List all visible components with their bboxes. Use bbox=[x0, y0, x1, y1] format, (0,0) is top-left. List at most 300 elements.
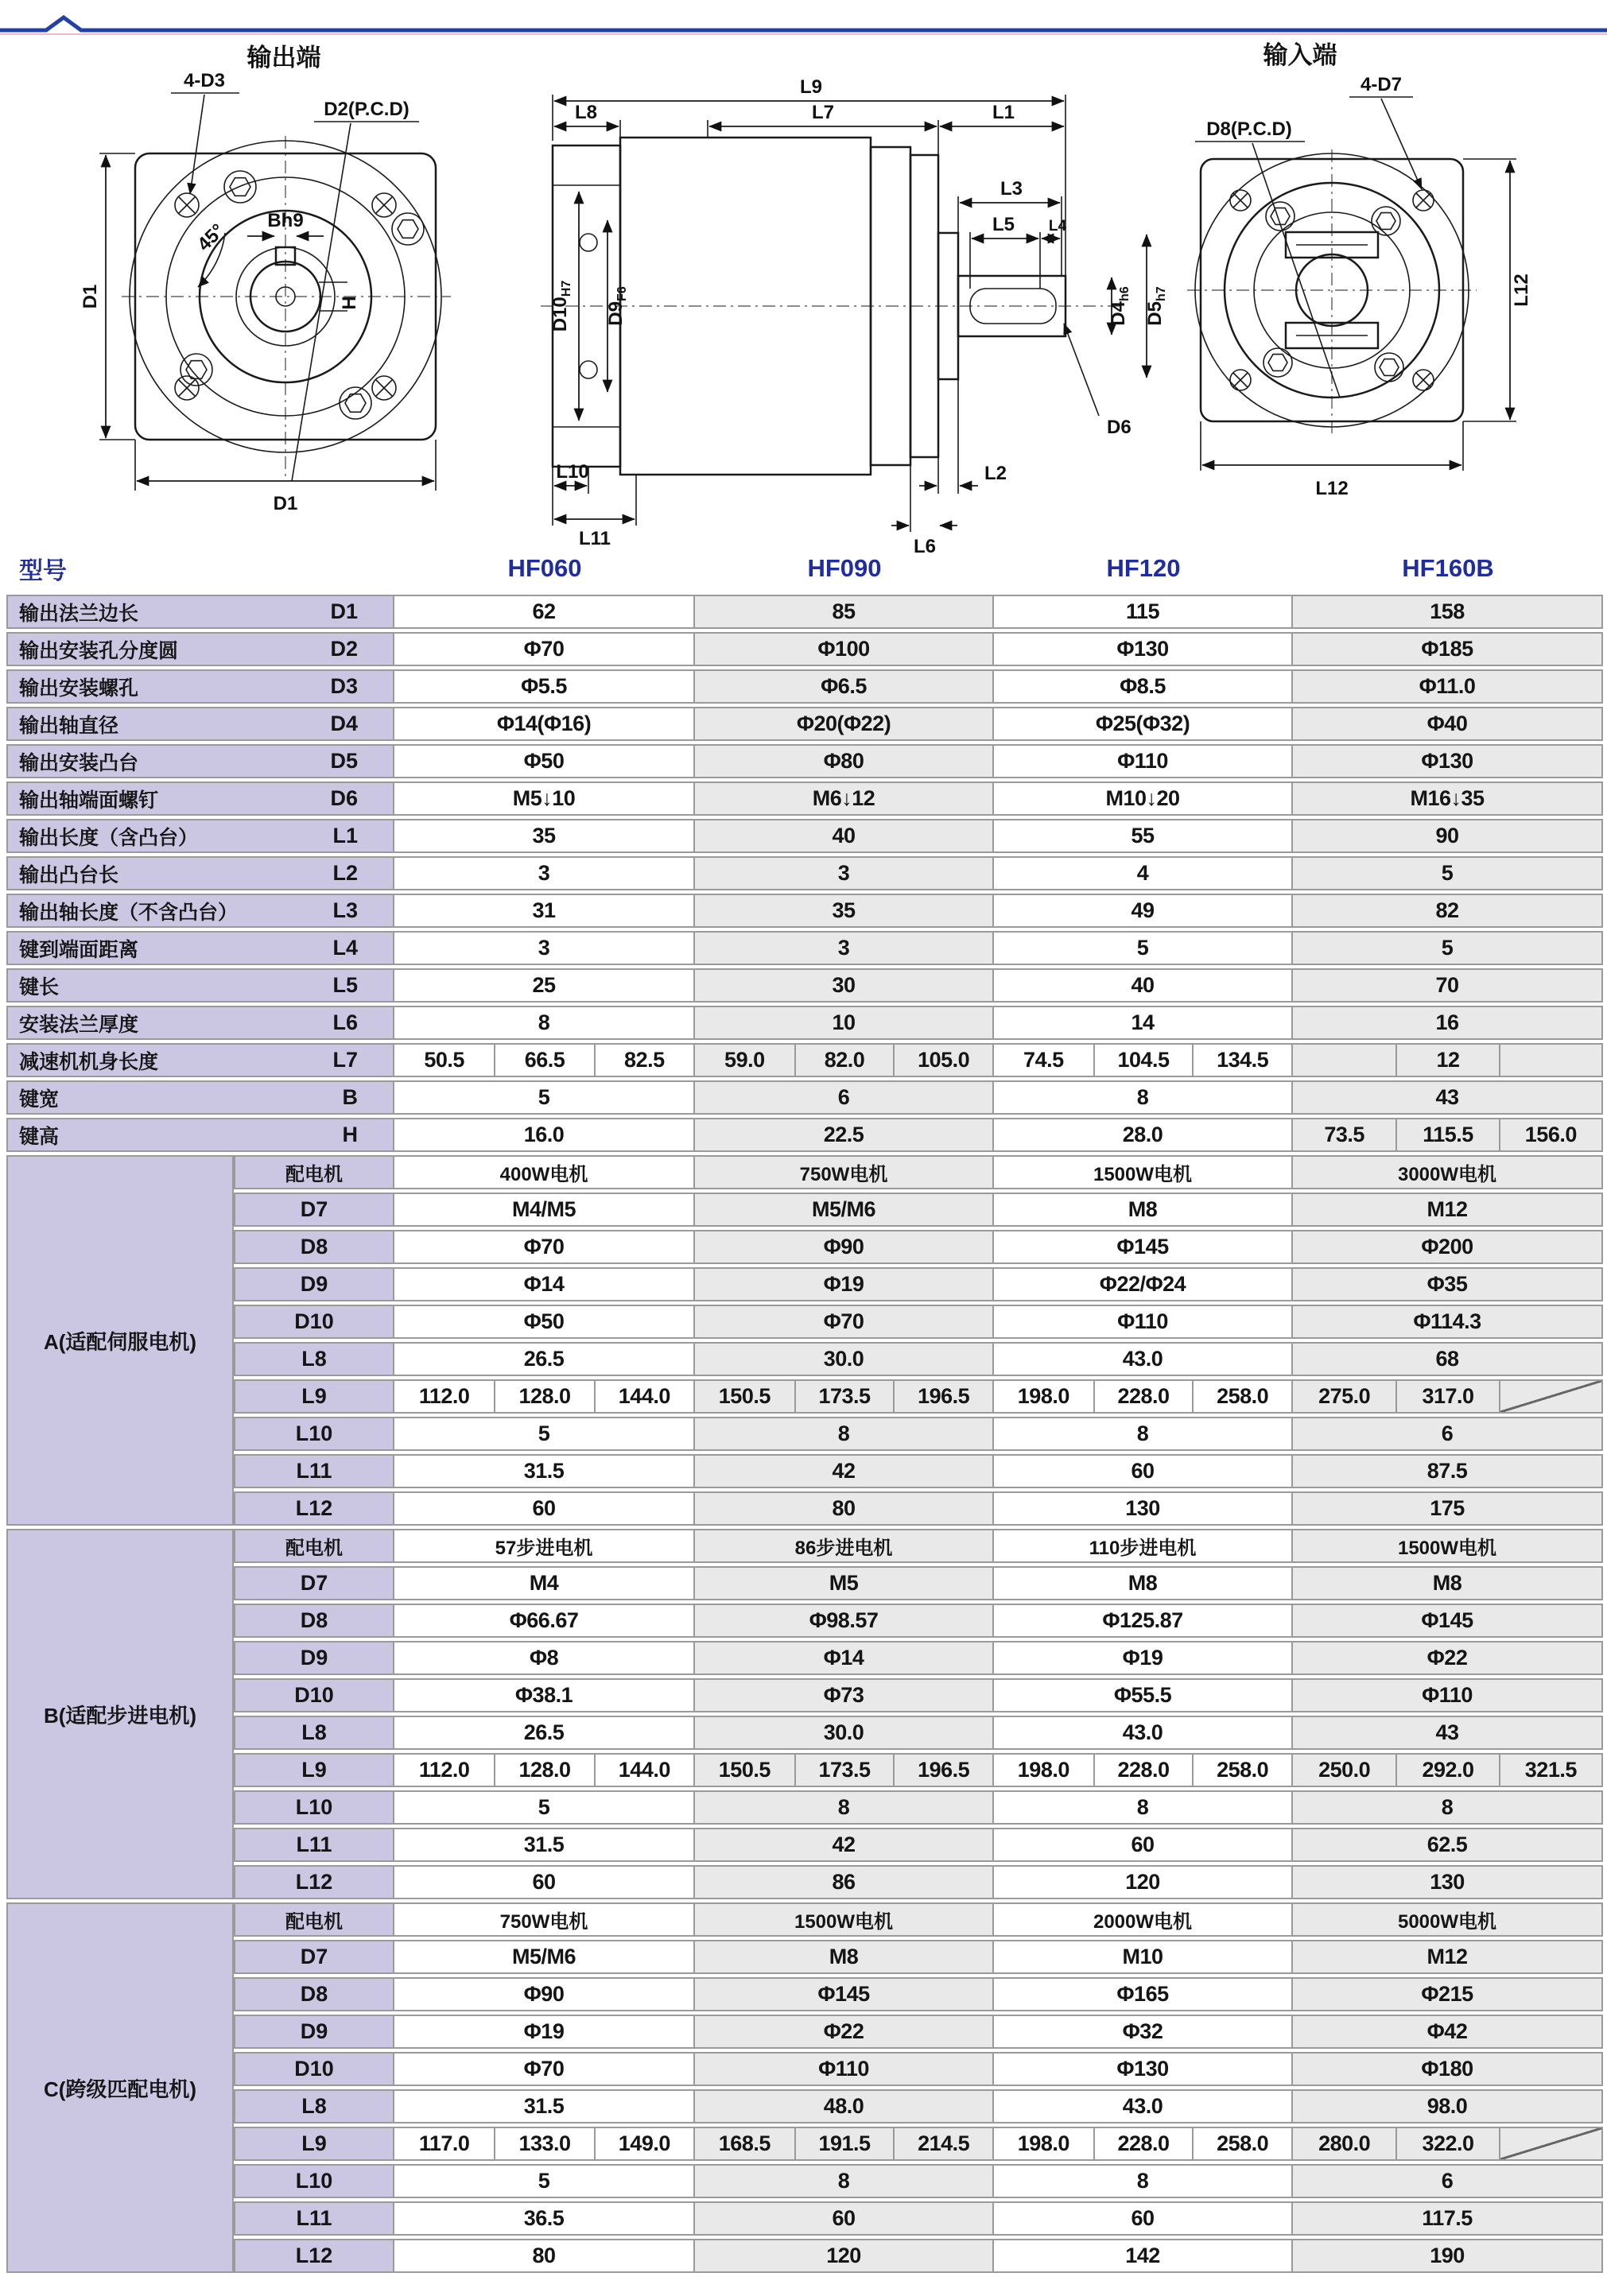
row-D5 bbox=[6, 744, 1603, 778]
cell-L9-HF120 bbox=[994, 1379, 1293, 1414]
row-D3 bbox=[6, 669, 1603, 704]
row-code: D3 bbox=[330, 674, 358, 698]
cell-L7-HF060 bbox=[394, 1043, 695, 1077]
l11-label: L11 bbox=[578, 528, 611, 549]
label-cell-L3 bbox=[6, 894, 394, 928]
key-height-label: H bbox=[339, 296, 360, 310]
value-text: 275.0 bbox=[1318, 1384, 1371, 1408]
code-cell-A-D9: D9 bbox=[234, 1267, 394, 1301]
cell-B-HF060: 5 bbox=[394, 1080, 695, 1115]
cell-L8-HF160B: 98.0 bbox=[1293, 2089, 1603, 2123]
row-C-L12 bbox=[234, 2239, 1603, 2273]
subcell-L9-HF060-1 bbox=[394, 1381, 494, 1412]
side-view-drawing bbox=[509, 44, 1173, 559]
subcell-L9-HF120-3 bbox=[1192, 2128, 1291, 2159]
section-C bbox=[6, 1902, 1603, 2273]
cell-D7-HF060: M4 bbox=[394, 1566, 695, 1600]
subcell-L9-HF090-1 bbox=[695, 1755, 794, 1786]
cell-L10-HF060: 5 bbox=[394, 2164, 695, 2198]
cell-L9-HF060 bbox=[394, 2127, 695, 2161]
cell-D7-HF090: M5/M6 bbox=[695, 1193, 994, 1227]
subcell-L9-HF160B-2 bbox=[1395, 1381, 1498, 1412]
value-text: 144.0 bbox=[618, 1758, 670, 1782]
row-C-配电机 bbox=[234, 1902, 1603, 1937]
label-cell-L1 bbox=[6, 819, 394, 853]
value-text: 228.0 bbox=[1117, 1384, 1170, 1408]
row-label: 输出安装凸台 bbox=[19, 751, 139, 774]
subcell-L9-HF090-3 bbox=[893, 2128, 992, 2159]
row-A-D8 bbox=[234, 1230, 1603, 1264]
cell-D7-HF090: M8 bbox=[695, 1940, 994, 1974]
l2-label: L2 bbox=[984, 463, 1007, 484]
cell-D2-HF090: Φ100 bbox=[695, 632, 994, 666]
value-text: 133.0 bbox=[518, 2131, 571, 2155]
cell-D5-HF120: Φ110 bbox=[994, 744, 1293, 778]
cell-L8-HF090: 30.0 bbox=[695, 1716, 994, 1750]
cell-D7-HF060: M4/M5 bbox=[394, 1193, 695, 1227]
row-code: L1 bbox=[332, 824, 358, 847]
row-A-D9 bbox=[234, 1267, 1603, 1301]
cell-L5-HF160B: 70 bbox=[1293, 968, 1603, 1003]
l1-label: L1 bbox=[992, 102, 1015, 123]
cell-L6-HF120: 14 bbox=[994, 1006, 1293, 1040]
cell-D6-HF160B: M16↓35 bbox=[1293, 781, 1603, 816]
code-cell-B-D9: D9 bbox=[234, 1641, 394, 1675]
row-label: 键长 bbox=[19, 975, 60, 999]
d10-label: $D10_{H7}$ bbox=[549, 280, 573, 332]
cell-L12-HF120: 120 bbox=[994, 1865, 1293, 1899]
label-cell-L6 bbox=[6, 1006, 394, 1040]
subcell-L9-HF060-2 bbox=[494, 2128, 593, 2159]
cell-D9-HF160B: Φ35 bbox=[1293, 1267, 1603, 1301]
code-cell-C-D9: D9 bbox=[234, 2015, 394, 2049]
table-header-row bbox=[6, 549, 1603, 588]
value-text: 156.0 bbox=[1524, 1123, 1577, 1146]
value-text: 168.5 bbox=[718, 2131, 771, 2155]
cell-D10-HF160B: Φ110 bbox=[1293, 1678, 1603, 1712]
l8-label: L8 bbox=[574, 102, 598, 123]
code-cell-B-D8: D8 bbox=[234, 1604, 394, 1638]
cell-L2-HF060: 3 bbox=[394, 856, 695, 890]
cell-L12-HF090: 86 bbox=[695, 1865, 994, 1899]
code-cell-A-L12: L12 bbox=[234, 1491, 394, 1526]
code-cell-C-L9: L9 bbox=[234, 2127, 394, 2161]
cell-L12-HF160B: 175 bbox=[1293, 1491, 1603, 1526]
cell-L9-HF090 bbox=[695, 1379, 994, 1414]
label-cell-D4 bbox=[6, 707, 394, 741]
cell-L9-HF160B bbox=[1293, 1379, 1603, 1414]
cell-L12-HF090: 120 bbox=[695, 2239, 994, 2273]
row-code: L3 bbox=[332, 898, 358, 922]
row-B-D9 bbox=[234, 1641, 1603, 1675]
cell-L11-HF090: 60 bbox=[695, 2201, 994, 2236]
cell-D10-HF090: Φ110 bbox=[695, 2052, 994, 2086]
cell-L2-HF090: 3 bbox=[695, 856, 994, 890]
row-B-D7 bbox=[234, 1566, 1603, 1600]
cell-配电机-HF160B: 5000W电机 bbox=[1293, 1902, 1603, 1937]
cell-D8-HF160B: Φ200 bbox=[1293, 1230, 1603, 1264]
value-text: 104.5 bbox=[1117, 1048, 1170, 1072]
code-cell-C-D7: D7 bbox=[234, 1940, 394, 1974]
row-A-配电机 bbox=[234, 1155, 1603, 1189]
cell-D7-HF160B: M8 bbox=[1293, 1566, 1603, 1600]
cell-D9-HF120: Φ32 bbox=[994, 2015, 1293, 2049]
subcell-L9-HF060-3 bbox=[594, 2128, 693, 2159]
code-cell-B-L12: L12 bbox=[234, 1865, 394, 1899]
code-cell-B-D7: D7 bbox=[234, 1566, 394, 1600]
cell-L10-HF090: 8 bbox=[695, 1417, 994, 1451]
cell-D10-HF060: Φ70 bbox=[394, 2052, 695, 2086]
row-D6 bbox=[6, 781, 1603, 816]
cell-D9-HF090: Φ22 bbox=[695, 2015, 994, 2049]
cell-D3-HF120: Φ8.5 bbox=[994, 669, 1293, 704]
cell-D10-HF120: Φ110 bbox=[994, 1305, 1293, 1339]
value-text: 112.0 bbox=[418, 1758, 470, 1782]
cell-L7-HF160B bbox=[1293, 1043, 1603, 1077]
value-text: 149.0 bbox=[618, 2131, 670, 2155]
model-header-HF060: HF060 bbox=[507, 554, 582, 582]
code-cell-A-配电机: 配电机 bbox=[234, 1155, 394, 1189]
cell-配电机-HF160B: 3000W电机 bbox=[1293, 1155, 1603, 1189]
cell-D7-HF120: M8 bbox=[994, 1193, 1293, 1227]
d1-bottom-label: D1 bbox=[273, 493, 298, 514]
label-cell-B bbox=[6, 1080, 394, 1115]
value-text: 50.5 bbox=[424, 1048, 464, 1072]
cell-L1-HF060: 35 bbox=[394, 819, 695, 853]
subcell-L9-HF160B-1 bbox=[1293, 2128, 1395, 2159]
input-end-drawing bbox=[1173, 32, 1607, 533]
cell-L10-HF060: 5 bbox=[394, 1790, 695, 1825]
subcell-L9-HF160B-3 bbox=[1499, 1381, 1601, 1412]
value-text: 144.0 bbox=[618, 1384, 670, 1408]
cell-D3-HF160B: Φ11.0 bbox=[1293, 669, 1603, 704]
row-label: 输出长度（含凸台） bbox=[19, 826, 199, 849]
cell-L8-HF120: 43.0 bbox=[994, 1716, 1293, 1750]
section-B-label: B(适配步进电机) bbox=[6, 1529, 234, 1899]
row-L7 bbox=[6, 1043, 1603, 1077]
value-text: 292.0 bbox=[1422, 1758, 1474, 1782]
cell-L11-HF090: 42 bbox=[695, 1828, 994, 1862]
cell-D1-HF060: 62 bbox=[394, 595, 695, 629]
cell-D7-HF090: M5 bbox=[695, 1566, 994, 1600]
value-text: 105.0 bbox=[918, 1048, 970, 1072]
code-cell-B-L11: L11 bbox=[234, 1828, 394, 1862]
l10-label: L10 bbox=[556, 461, 589, 483]
value-text: 82.0 bbox=[824, 1048, 865, 1072]
cell-D4-HF160B: Φ40 bbox=[1293, 707, 1603, 741]
value-text: 258.0 bbox=[1217, 1384, 1269, 1408]
cell-D8-HF060: Φ90 bbox=[394, 1977, 695, 2011]
spec-table bbox=[6, 549, 1603, 2276]
cell-D7-HF160B: M12 bbox=[1293, 1193, 1603, 1227]
l12-right-label: L12 bbox=[1511, 273, 1532, 307]
cell-D1-HF090: 85 bbox=[695, 595, 994, 629]
section-C-rows bbox=[234, 1902, 1603, 2273]
cell-D8-HF060: Φ70 bbox=[394, 1230, 695, 1264]
cell-L10-HF120: 8 bbox=[994, 2164, 1293, 2198]
subcell-L9-HF160B-3 bbox=[1499, 2128, 1601, 2159]
row-H bbox=[6, 1118, 1603, 1152]
label-cell-D1 bbox=[6, 595, 394, 629]
row-code: L2 bbox=[332, 861, 358, 885]
model-header-HF160B: HF160B bbox=[1402, 554, 1494, 582]
cell-L9-HF090 bbox=[695, 2127, 994, 2161]
label-cell-D5 bbox=[6, 744, 394, 778]
cell-L6-HF090: 10 bbox=[695, 1006, 994, 1040]
l3-label: L3 bbox=[1000, 178, 1023, 200]
subcell-L7-HF120-2 bbox=[1093, 1045, 1193, 1076]
subcell-H-HF160B-2 bbox=[1395, 1119, 1498, 1150]
value-text: 115.5 bbox=[1423, 1123, 1473, 1146]
subcell-L7-HF160B-3 bbox=[1499, 1045, 1601, 1076]
cell-L11-HF160B: 117.5 bbox=[1293, 2201, 1603, 2236]
cell-D5-HF060: Φ50 bbox=[394, 744, 695, 778]
cell-L7-HF120 bbox=[994, 1043, 1293, 1077]
model-header-label: 型号 bbox=[19, 558, 67, 584]
row-L1 bbox=[6, 819, 1603, 853]
subcell-L9-HF120-3 bbox=[1192, 1755, 1291, 1786]
code-cell-A-L9: L9 bbox=[234, 1379, 394, 1414]
subcell-L7-HF060-3 bbox=[594, 1045, 693, 1076]
subcell-L9-HF090-2 bbox=[794, 2128, 894, 2159]
cell-D10-HF060: Φ38.1 bbox=[394, 1678, 695, 1712]
angle-label: 45° bbox=[193, 219, 229, 256]
subcell-L9-HF160B-2 bbox=[1395, 1755, 1498, 1786]
cell-D8-HF120: Φ165 bbox=[994, 1977, 1293, 2011]
cell-D8-HF090: Φ98.57 bbox=[695, 1604, 994, 1638]
row-label: 输出轴端面螺钉 bbox=[19, 789, 159, 812]
row-L5 bbox=[6, 968, 1603, 1003]
row-label: 键到端面距离 bbox=[19, 938, 139, 961]
subcell-L9-HF120-2 bbox=[1093, 1755, 1193, 1786]
cell-D9-HF060: Φ19 bbox=[394, 2015, 695, 2049]
cell-L11-HF160B: 62.5 bbox=[1293, 1828, 1603, 1862]
cell-L9-HF120 bbox=[994, 1753, 1293, 1787]
row-code: D4 bbox=[330, 712, 358, 735]
row-code: B bbox=[342, 1085, 358, 1109]
subcell-L9-HF090-2 bbox=[794, 1755, 894, 1786]
code-cell-C-L8: L8 bbox=[234, 2089, 394, 2123]
cell-配电机-HF090: 750W电机 bbox=[695, 1155, 994, 1189]
row-C-D7 bbox=[234, 1940, 1603, 1974]
l9-label: L9 bbox=[799, 76, 823, 98]
row-label: 输出凸台长 bbox=[19, 863, 119, 886]
cell-配电机-HF060: 400W电机 bbox=[394, 1155, 695, 1189]
value-text: 317.0 bbox=[1422, 1384, 1474, 1408]
row-label: 减速机机身长度 bbox=[19, 1050, 159, 1073]
subcell-L7-HF120-1 bbox=[994, 1045, 1093, 1076]
value-text: 82.5 bbox=[624, 1048, 665, 1072]
subcell-L9-HF060-2 bbox=[494, 1381, 593, 1412]
cell-L12-HF120: 142 bbox=[994, 2239, 1293, 2273]
d5-label: $D5_{h7}$ bbox=[1144, 286, 1168, 326]
value-text: 191.5 bbox=[818, 2131, 871, 2155]
row-A-L12 bbox=[234, 1491, 1603, 1526]
subcell-L9-HF090-3 bbox=[893, 1755, 992, 1786]
subcell-L7-HF160B-1 bbox=[1293, 1045, 1395, 1076]
row-A-L11 bbox=[234, 1454, 1603, 1488]
code-cell-A-L8: L8 bbox=[234, 1342, 394, 1376]
cell-L11-HF060: 31.5 bbox=[394, 1828, 695, 1862]
code-cell-C-L12: L12 bbox=[234, 2239, 394, 2273]
code-cell-C-D10: D10 bbox=[234, 2052, 394, 2086]
row-label: 输出轴直径 bbox=[19, 714, 119, 737]
cell-D8-HF160B: Φ145 bbox=[1293, 1604, 1603, 1638]
section-B bbox=[6, 1529, 1603, 1899]
value-text: 258.0 bbox=[1217, 2131, 1269, 2155]
cell-L10-HF160B: 6 bbox=[1293, 2164, 1603, 2198]
row-label: 输出安装孔分度圆 bbox=[19, 639, 179, 662]
code-cell-B-配电机: 配电机 bbox=[234, 1529, 394, 1563]
section-B-rows bbox=[234, 1529, 1603, 1899]
subcell-L9-HF120-1 bbox=[994, 1381, 1093, 1412]
l12-bottom-label: L12 bbox=[1315, 478, 1349, 499]
row-label: 输出轴长度（不含凸台） bbox=[19, 901, 239, 924]
subcell-L7-HF090-3 bbox=[893, 1045, 992, 1076]
cell-L10-HF090: 8 bbox=[695, 1790, 994, 1825]
cell-D10-HF160B: Φ180 bbox=[1293, 2052, 1603, 2086]
subcell-L9-HF060-1 bbox=[394, 1755, 494, 1786]
row-A-D7 bbox=[234, 1193, 1603, 1227]
cell-L8-HF160B: 68 bbox=[1293, 1342, 1603, 1376]
row-D2 bbox=[6, 632, 1603, 666]
value-text: 73.5 bbox=[1324, 1123, 1364, 1146]
subcell-L9-HF090-3 bbox=[893, 1381, 992, 1412]
row-B-L10 bbox=[234, 1790, 1603, 1825]
subcell-L9-HF120-2 bbox=[1093, 2128, 1193, 2159]
row-code: D5 bbox=[330, 749, 358, 773]
cell-L11-HF120: 60 bbox=[994, 1828, 1293, 1862]
subcell-L7-HF090-1 bbox=[695, 1045, 794, 1076]
row-C-L8 bbox=[234, 2089, 1603, 2123]
cell-D7-HF120: M8 bbox=[994, 1566, 1293, 1600]
cell-L10-HF160B: 8 bbox=[1293, 1790, 1603, 1825]
row-C-D10 bbox=[234, 2052, 1603, 2086]
cell-L12-HF090: 80 bbox=[695, 1491, 994, 1526]
cell-D9-HF120: Φ22/Φ24 bbox=[994, 1267, 1293, 1301]
value-text: 228.0 bbox=[1117, 1758, 1170, 1782]
cell-L9-HF120 bbox=[994, 2127, 1293, 2161]
value-text: 198.0 bbox=[1017, 1384, 1069, 1408]
cell-L9-HF160B bbox=[1293, 1753, 1603, 1787]
cell-L2-HF120: 4 bbox=[994, 856, 1293, 890]
subcell-L7-HF060-1 bbox=[394, 1045, 494, 1076]
cell-D1-HF120: 115 bbox=[994, 595, 1293, 629]
subcell-L9-HF060-3 bbox=[594, 1381, 693, 1412]
code-cell-A-D7: D7 bbox=[234, 1193, 394, 1227]
value-text: 196.5 bbox=[918, 1384, 970, 1408]
value-text: 150.5 bbox=[718, 1384, 771, 1408]
row-L4 bbox=[6, 931, 1603, 965]
code-cell-B-D10: D10 bbox=[234, 1678, 394, 1712]
row-C-L11 bbox=[234, 2201, 1603, 2236]
row-code: L5 bbox=[332, 973, 358, 997]
cell-L8-HF060: 31.5 bbox=[394, 2089, 695, 2123]
cell-L5-HF120: 40 bbox=[994, 968, 1293, 1003]
subcell-L9-HF060-3 bbox=[594, 1755, 693, 1786]
subcell-L9-HF160B-1 bbox=[1293, 1381, 1395, 1412]
section-A-rows bbox=[234, 1155, 1603, 1526]
value-text: 198.0 bbox=[1017, 1758, 1069, 1782]
row-code: H bbox=[342, 1123, 358, 1146]
cell-D9-HF060: Φ8 bbox=[394, 1641, 695, 1675]
cell-L5-HF090: 30 bbox=[695, 968, 994, 1003]
row-B-L11 bbox=[234, 1828, 1603, 1862]
cell-D9-HF090: Φ14 bbox=[695, 1641, 994, 1675]
input-end-title: 输入端 bbox=[1263, 41, 1337, 69]
cell-D8-HF060: Φ66.67 bbox=[394, 1604, 695, 1638]
row-A-D10 bbox=[234, 1305, 1603, 1339]
cell-D9-HF090: Φ19 bbox=[695, 1267, 994, 1301]
row-B-L12 bbox=[234, 1865, 1603, 1899]
value-text: 134.5 bbox=[1217, 1048, 1269, 1072]
cell-L8-HF060: 26.5 bbox=[394, 1342, 695, 1376]
l5-label: L5 bbox=[992, 214, 1015, 235]
value-text: 228.0 bbox=[1117, 2131, 1170, 2155]
d6-label: D6 bbox=[1107, 417, 1131, 438]
cell-D1-HF160B: 158 bbox=[1293, 595, 1603, 629]
code-cell-A-D8: D8 bbox=[234, 1230, 394, 1264]
cell-L1-HF160B: 90 bbox=[1293, 819, 1603, 853]
cell-配电机-HF060: 57步进电机 bbox=[394, 1529, 695, 1563]
cell-D8-HF120: Φ145 bbox=[994, 1230, 1293, 1264]
row-C-D9 bbox=[234, 2015, 1603, 2049]
cell-D2-HF160B: Φ185 bbox=[1293, 632, 1603, 666]
label-cell-L7 bbox=[6, 1043, 394, 1077]
cell-L11-HF060: 36.5 bbox=[394, 2201, 695, 2236]
subcell-L9-HF120-1 bbox=[994, 1755, 1093, 1786]
cell-D8-HF160B: Φ215 bbox=[1293, 1977, 1603, 2011]
cell-L8-HF120: 43.0 bbox=[994, 1342, 1293, 1376]
cell-D10-HF160B: Φ114.3 bbox=[1293, 1305, 1603, 1339]
cell-D5-HF160B: Φ130 bbox=[1293, 744, 1603, 778]
input-bolt-label: 4-D7 bbox=[1360, 74, 1403, 95]
cell-L10-HF160B: 6 bbox=[1293, 1417, 1603, 1451]
cell-D9-HF160B: Φ42 bbox=[1293, 2015, 1603, 2049]
subcell-L9-HF060-2 bbox=[494, 1755, 593, 1786]
cell-配电机-HF090: 1500W电机 bbox=[695, 1902, 994, 1937]
cell-配电机-HF120: 110步进电机 bbox=[994, 1529, 1293, 1563]
cell-D8-HF090: Φ145 bbox=[695, 1977, 994, 2011]
cell-L10-HF120: 8 bbox=[994, 1417, 1293, 1451]
label-cell-H bbox=[6, 1118, 394, 1152]
code-cell-C-L10: L10 bbox=[234, 2164, 394, 2198]
subcell-L9-HF120-1 bbox=[994, 2128, 1093, 2159]
cell-H-HF120: 28.0 bbox=[994, 1118, 1293, 1152]
cell-D9-HF120: Φ19 bbox=[994, 1641, 1293, 1675]
code-cell-A-L10: L10 bbox=[234, 1417, 394, 1451]
cell-L9-HF060 bbox=[394, 1379, 695, 1414]
row-code: L6 bbox=[332, 1010, 358, 1034]
model-header-HF090: HF090 bbox=[807, 554, 882, 582]
output-end-title: 输出端 bbox=[246, 44, 321, 72]
row-code: L7 bbox=[332, 1048, 358, 1072]
value-text: 173.5 bbox=[818, 1758, 871, 1782]
row-L3 bbox=[6, 894, 1603, 928]
row-code: D1 bbox=[330, 599, 358, 623]
cell-H-HF090: 22.5 bbox=[695, 1118, 994, 1152]
row-A-L10 bbox=[234, 1417, 1603, 1451]
model-header-HF120: HF120 bbox=[1106, 554, 1181, 582]
cell-L12-HF060: 60 bbox=[394, 1865, 695, 1899]
value-text: 250.0 bbox=[1318, 1758, 1371, 1782]
cell-D3-HF090: Φ6.5 bbox=[695, 669, 994, 704]
value-text: 128.0 bbox=[518, 1384, 571, 1408]
row-A-L9 bbox=[234, 1379, 1603, 1414]
cell-L4-HF120: 5 bbox=[994, 931, 1293, 965]
cell-L11-HF120: 60 bbox=[994, 1454, 1293, 1488]
row-L6 bbox=[6, 1006, 1603, 1040]
